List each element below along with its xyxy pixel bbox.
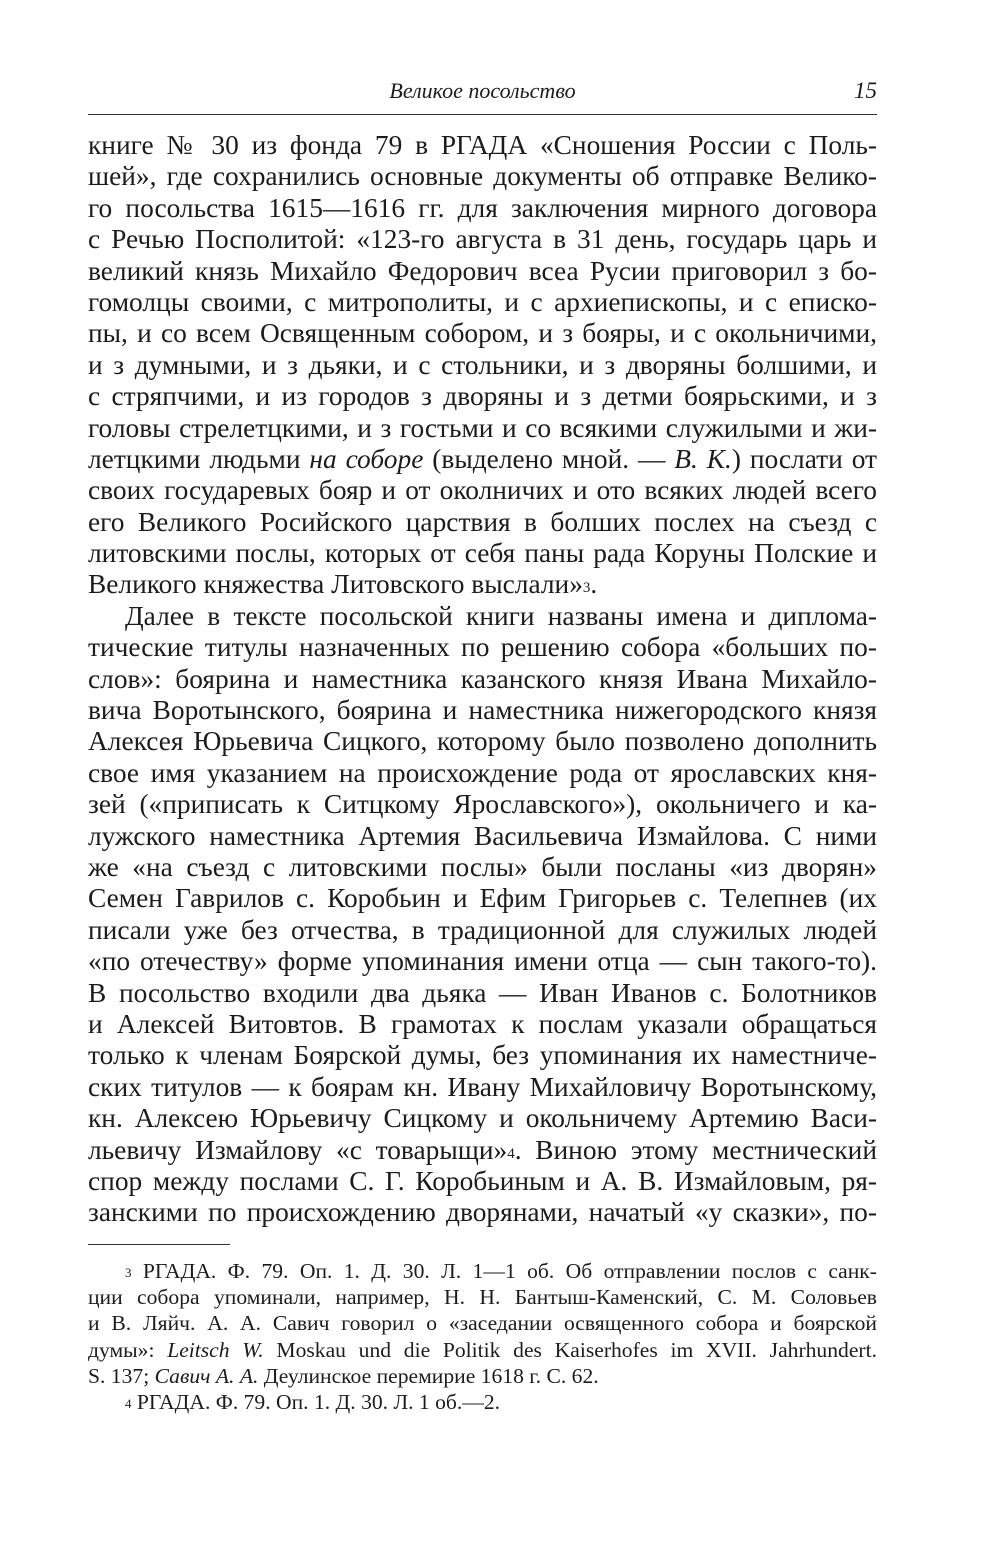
cited-author: Leitsch W. <box>167 1337 264 1362</box>
text-line: свое имя указанием на происхождение рода от ярославских кня- <box>88 757 877 788</box>
text-line: и Алексей Витовтов. В грамотах к послам указали обращаться <box>88 1008 877 1039</box>
footnote-line: и В. Ляйч. А. А. Савич говорил о «заседании освященного собора и боярской <box>88 1311 877 1336</box>
text-line: только к членам Боярской думы, без упоминания их наместниче- <box>88 1040 877 1071</box>
text-line: с стряпчими, и из городов з дворяны и з детми боярьскими, и з <box>88 381 877 412</box>
text-line: гомолцы своими, с митрополиты, и с архиепископы, и с еписко- <box>88 286 877 317</box>
text-line: литовскими послы, которых от себя паны рада Коруны Полские и <box>88 538 877 569</box>
running-title: Великое посольство <box>389 78 576 103</box>
footnote-line <box>88 1258 877 1284</box>
footnote-mark-3: 3 <box>125 1265 132 1280</box>
text-line: и з думными, и з дьяки, и с стольники, и з дворяны болшими, и <box>88 349 877 380</box>
text-segment: Деулинское перемирие 1618 г. С. 62. <box>258 1363 599 1388</box>
text-segment: (выделено мной. — <box>423 443 675 474</box>
text-line: пы, и со всем Освященным собором, и з бояры, и с окольничими, <box>88 318 877 349</box>
text-line: его Великого Росийского царствия в болших послех на съезд с <box>88 506 877 537</box>
text-line: В посольство входили два дьяка — Иван Иванов с. Болотников <box>88 977 877 1008</box>
footnote-4 <box>88 1389 877 1415</box>
footnote-mark-4: 4 <box>125 1395 132 1411</box>
text-segment: . <box>590 569 598 600</box>
cited-author: Савич А. А. <box>154 1363 259 1388</box>
text-line: шей», где сохранились основные документы об отправке Велико- <box>88 161 877 192</box>
emphasis-na-sobore: на соборе <box>309 443 424 474</box>
text-segment: РГАДА. Ф. 79. Оп. 1. Д. 30. Л. 1—1 об. Об отправлении послов с санк- <box>131 1259 877 1283</box>
main-text <box>88 130 877 1229</box>
text-segment: Moskau und die Politik des Kaiserhofes im XVII. Jahrhundert. <box>263 1337 878 1362</box>
text-segment: . Виною этому местнический <box>514 1134 877 1165</box>
text-line: зей («приписать к Ситцкому Ярославского»), окольничего и ка- <box>88 789 877 820</box>
text-line: же «на съезд с литовскими послы» были посланы «из дворян» <box>88 851 877 882</box>
text-line: слов»: боярина и наместника казанского князя Ивана Михайло- <box>88 663 877 694</box>
text-line: занскими по происхождению дворянами, начатый «у сказки», по- <box>88 1197 877 1228</box>
text-segment: ) послати от <box>731 443 878 474</box>
page-number: 15 <box>854 78 877 103</box>
text-line: писали уже без отчества, в традиционной для служилых людей <box>88 914 877 945</box>
text-line: вича Воротынского, боярина и наместника нижегородского князя <box>88 695 877 726</box>
text-line: лужского наместника Артемия Васильевича Измайлова. С ними <box>88 820 877 851</box>
text-line: книге № 30 из фонда 79 в РГАДА «Сношения России с Поль- <box>88 130 877 160</box>
text-segment: Великого княжества Литовского выслали» <box>88 569 583 600</box>
text-segment: летцкими людьми <box>88 443 310 474</box>
footnote-line <box>88 1363 877 1389</box>
text-line: Далее в тексте посольской книги названы имена и диплома- <box>125 600 877 631</box>
footnotes <box>88 1258 877 1415</box>
text-line: с Речью Посполитой: «123-го августа в 31 день, государь царь и <box>88 224 877 255</box>
footnote-3 <box>88 1258 877 1389</box>
text-segment: думы»: <box>88 1337 168 1362</box>
text-line <box>88 444 877 475</box>
text-line <box>88 1135 877 1166</box>
page-header <box>88 74 877 115</box>
text-line: «по отечеству» форме упоминания имени отца — сын такого-то). <box>88 946 877 977</box>
text-line: го посольства 1615—1616 гг. для заключения мирного договора <box>88 192 877 223</box>
footnote-line <box>88 1389 877 1415</box>
footnote-ref-3[interactable]: 3 <box>582 580 591 597</box>
footnote-line <box>88 1337 877 1363</box>
footnote-line: ции собора упоминали, например, Н. Н. Бантыш-Каменский, С. М. Соловьев <box>88 1285 877 1310</box>
text-segment: S. 137; <box>88 1363 155 1388</box>
author-initials: В. К. <box>674 443 732 474</box>
text-line <box>88 569 877 600</box>
text-segment: РГАДА. Ф. 79. Оп. 1. Д. 30. Л. 1 об.—2. <box>131 1389 501 1414</box>
text-line: Алексея Юрьевича Сицкого, которому было позволено дополнить <box>88 726 877 757</box>
text-line: кн. Алексею Юрьевичу Сицкому и окольничему Артемию Васи- <box>88 1103 877 1134</box>
paragraph-1 <box>88 130 877 601</box>
footnote-ref-4[interactable]: 4 <box>507 1145 515 1162</box>
text-line: великий князь Михайло Федорович всеа Русии приговорил з бо- <box>88 255 877 286</box>
text-line: Семен Гаврилов с. Коробьин и Ефим Григорьев с. Телепнев (их <box>88 883 877 914</box>
footnote-divider <box>88 1244 230 1245</box>
text-line: головы стрелетцкими, и з гостьми и со всякими служилыми и жи- <box>88 412 877 443</box>
text-segment: льевичу Измайлову «с товарыщи» <box>88 1134 508 1165</box>
text-line: спор между послами С. Г. Коробьиным и А. В. Измайловым, ря- <box>88 1165 877 1196</box>
text-line: своих государевых бояр и от околничих и ото всяких людей всего <box>88 475 877 506</box>
paragraph-2 <box>88 601 877 1229</box>
text-line: ских титулов — к боярам кн. Ивану Михайловичу Воротынскому, <box>88 1071 877 1102</box>
text-line: тические титулы назначенных по решению собора «больших по- <box>88 632 877 663</box>
